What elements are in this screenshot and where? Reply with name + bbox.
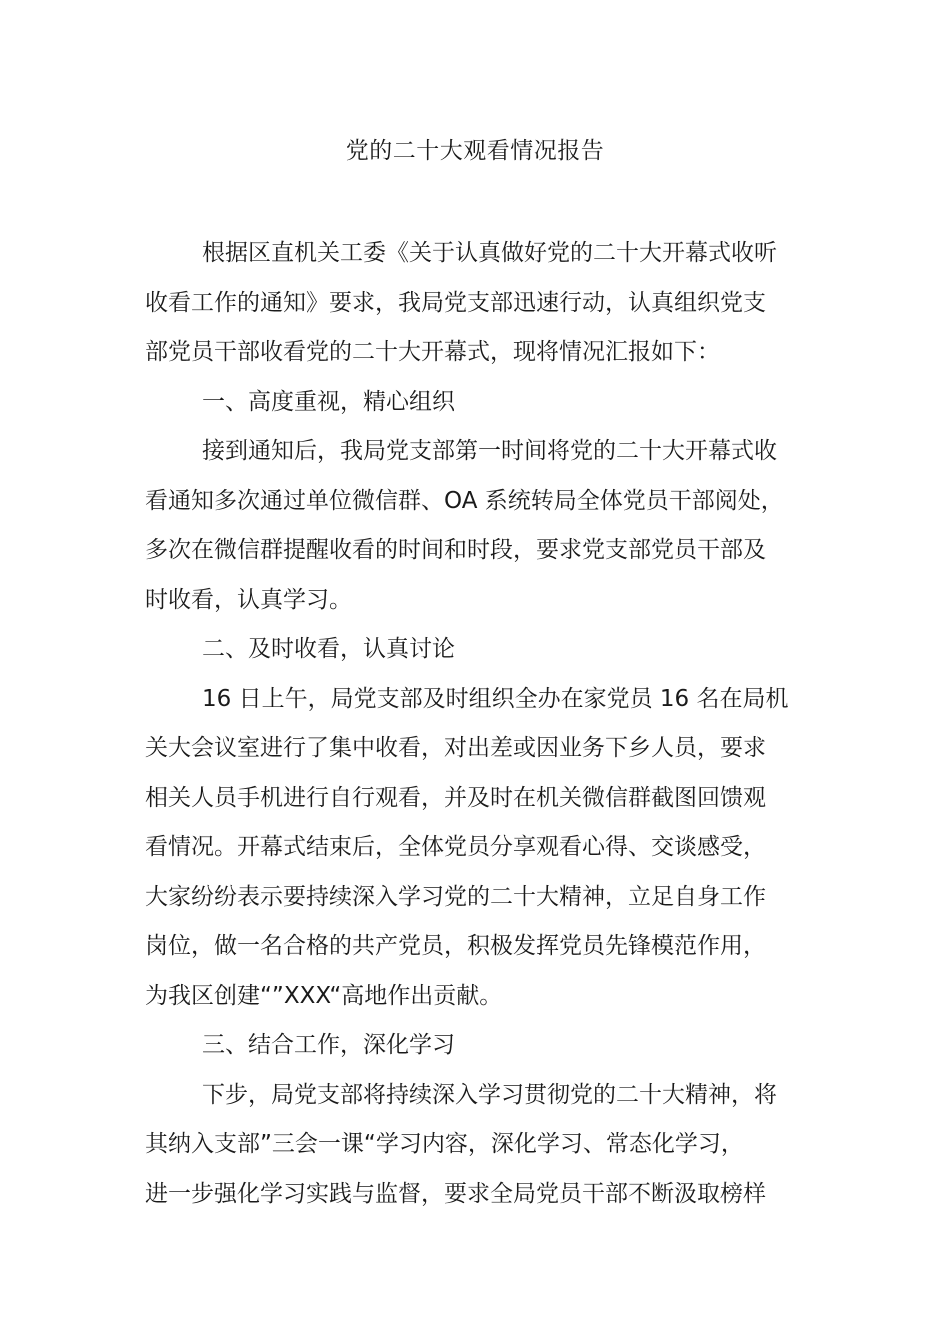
paragraph-3-line-2: 关大会议室进行了集中收看，对出差或因业务下乡人员，要求 <box>145 735 766 761</box>
paragraph-3-line-4: 看情况。开幕式结束后，全体党员分享观看心得、交谈感受， <box>145 834 766 860</box>
paragraph-4-line-1: 下步，局党支部将持续深入学习贯彻党的二十大精神，将 <box>202 1081 777 1108</box>
document-body <box>145 229 825 1219</box>
paragraph-3-line-7: 为我区创建“”XXX“高地作出贡献。 <box>145 982 503 1009</box>
section-heading-2: 二、及时收看，认真讨论 <box>202 636 455 662</box>
paragraph-1-line-2: 收看工作的通知》要求，我局党支部迅速行动，认真组织党支 <box>145 289 766 316</box>
paragraph-3-line-5: 大家纷纷表示要持续深入学习党的二十大精神，立足自身工作 <box>145 883 766 910</box>
paragraph-1-line-1: 根据区直机关工委《关于认真做好党的二十大开幕式收听 <box>202 240 777 266</box>
document-title: 党的二十大观看情况报告 <box>345 138 605 164</box>
section-heading-1: 一、高度重视，精心组织 <box>202 388 455 415</box>
section-heading-3: 三、结合工作，深化学习 <box>202 1032 455 1058</box>
paragraph-2-line-2: 看通知多次通过单位微信群、OA 系统转局全体党员干部阅处， <box>145 487 784 514</box>
paragraph-2-line-1: 接到通知后，我局党支部第一时间将党的二十大开幕式收 <box>202 438 777 464</box>
paragraph-3-line-1: 16 日上午，局党支部及时组织全办在家党员 16 名在局机 <box>202 685 789 712</box>
paragraph-3-line-3: 相关人员手机进行自行观看，并及时在机关微信群截图回馈观 <box>145 784 766 811</box>
paragraph-4-line-2: 其纳入支部”三会一课“学习内容，深化学习、常态化学习， <box>145 1131 744 1157</box>
paragraph-3-line-6: 岗位，做一名合格的共产党员，积极发挥党员先锋模范作用， <box>145 933 766 959</box>
paragraph-2-line-4: 时收看，认真学习。 <box>145 586 352 613</box>
paragraph-2-line-3: 多次在微信群提醒收看的时间和时段，要求党支部党员干部及 <box>145 537 766 563</box>
paragraph-1-line-3: 部党员干部收看党的二十大开幕式，现将情况汇报如下： <box>145 339 720 365</box>
paragraph-4-line-3: 进一步强化学习实践与监督，要求全局党员干部不断汲取榜样 <box>145 1180 766 1207</box>
